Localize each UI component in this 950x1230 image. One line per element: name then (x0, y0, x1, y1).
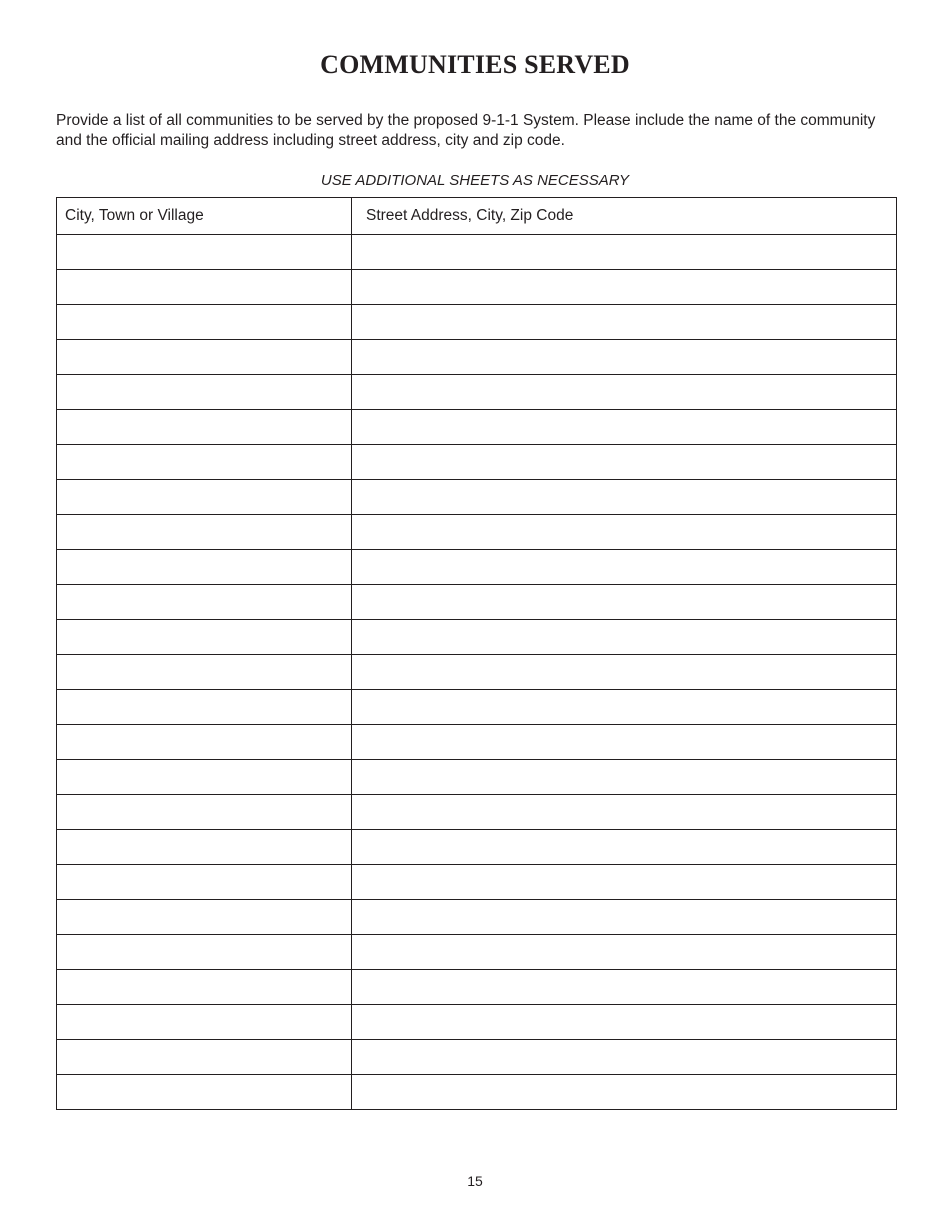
table-row (57, 900, 897, 935)
community-cell[interactable] (57, 865, 352, 900)
table-row (57, 1075, 897, 1110)
table-row (57, 795, 897, 830)
community-cell[interactable] (57, 340, 352, 375)
community-cell[interactable] (57, 620, 352, 655)
community-cell[interactable] (57, 1040, 352, 1075)
address-cell[interactable] (352, 410, 897, 445)
table-row (57, 725, 897, 760)
community-cell[interactable] (57, 550, 352, 585)
community-cell[interactable] (57, 725, 352, 760)
community-cell[interactable] (57, 270, 352, 305)
instructions-text: Provide a list of all communities to be served by the proposed 9-1-1 System. Please include the name of the community and the official mailing address including street address, city and zip code. (56, 112, 876, 149)
address-cell[interactable] (352, 690, 897, 725)
address-cell[interactable] (352, 340, 897, 375)
table-row (57, 865, 897, 900)
community-cell[interactable] (57, 410, 352, 445)
table-row (57, 760, 897, 795)
address-cell[interactable] (352, 620, 897, 655)
table-row (57, 410, 897, 445)
community-cell[interactable] (57, 690, 352, 725)
community-cell[interactable] (57, 900, 352, 935)
table-row (57, 515, 897, 550)
column-header-community: City, Town or Village (57, 198, 352, 235)
community-cell[interactable] (57, 305, 352, 340)
table-row (57, 375, 897, 410)
address-cell[interactable] (352, 935, 897, 970)
table-row (57, 935, 897, 970)
address-cell[interactable] (352, 1075, 897, 1110)
table-row (57, 970, 897, 1005)
table-row (57, 480, 897, 515)
table-row (57, 1005, 897, 1040)
community-cell[interactable] (57, 970, 352, 1005)
table-row (57, 830, 897, 865)
address-cell[interactable] (352, 655, 897, 690)
table-row (57, 305, 897, 340)
address-cell[interactable] (352, 375, 897, 410)
address-cell[interactable] (352, 305, 897, 340)
address-cell[interactable] (352, 585, 897, 620)
community-cell[interactable] (57, 515, 352, 550)
address-cell[interactable] (352, 795, 897, 830)
additional-sheets-note: USE ADDITIONAL SHEETS AS NECESSARY (320, 172, 630, 189)
address-cell[interactable] (352, 900, 897, 935)
community-cell[interactable] (57, 795, 352, 830)
community-cell[interactable] (57, 445, 352, 480)
page-title: COMMUNITIES SERVED (320, 50, 630, 79)
address-cell[interactable] (352, 270, 897, 305)
address-cell[interactable] (352, 830, 897, 865)
community-cell[interactable] (57, 235, 352, 270)
table-row (57, 235, 897, 270)
address-cell[interactable] (352, 725, 897, 760)
table-row (57, 585, 897, 620)
communities-table (56, 197, 897, 1110)
community-cell[interactable] (57, 480, 352, 515)
address-cell[interactable] (352, 1005, 897, 1040)
table-row (57, 550, 897, 585)
table-header-row (57, 198, 897, 235)
address-cell[interactable] (352, 515, 897, 550)
address-cell[interactable] (352, 970, 897, 1005)
community-cell[interactable] (57, 585, 352, 620)
table-row (57, 270, 897, 305)
address-cell[interactable] (352, 1040, 897, 1075)
address-cell[interactable] (352, 235, 897, 270)
table-row (57, 445, 897, 480)
community-cell[interactable] (57, 760, 352, 795)
table-row (57, 690, 897, 725)
community-cell[interactable] (57, 1075, 352, 1110)
address-cell[interactable] (352, 445, 897, 480)
page-number: 15 (467, 1173, 483, 1189)
address-cell[interactable] (352, 550, 897, 585)
table-row (57, 620, 897, 655)
community-cell[interactable] (57, 1005, 352, 1040)
table-row (57, 655, 897, 690)
address-cell[interactable] (352, 760, 897, 795)
community-cell[interactable] (57, 935, 352, 970)
address-cell[interactable] (352, 480, 897, 515)
table-row (57, 340, 897, 375)
table-body (57, 235, 897, 1110)
community-cell[interactable] (57, 375, 352, 410)
community-cell[interactable] (57, 830, 352, 865)
community-cell[interactable] (57, 655, 352, 690)
address-cell[interactable] (352, 865, 897, 900)
table-row (57, 1040, 897, 1075)
column-header-address: Street Address, City, Zip Code (352, 198, 897, 235)
